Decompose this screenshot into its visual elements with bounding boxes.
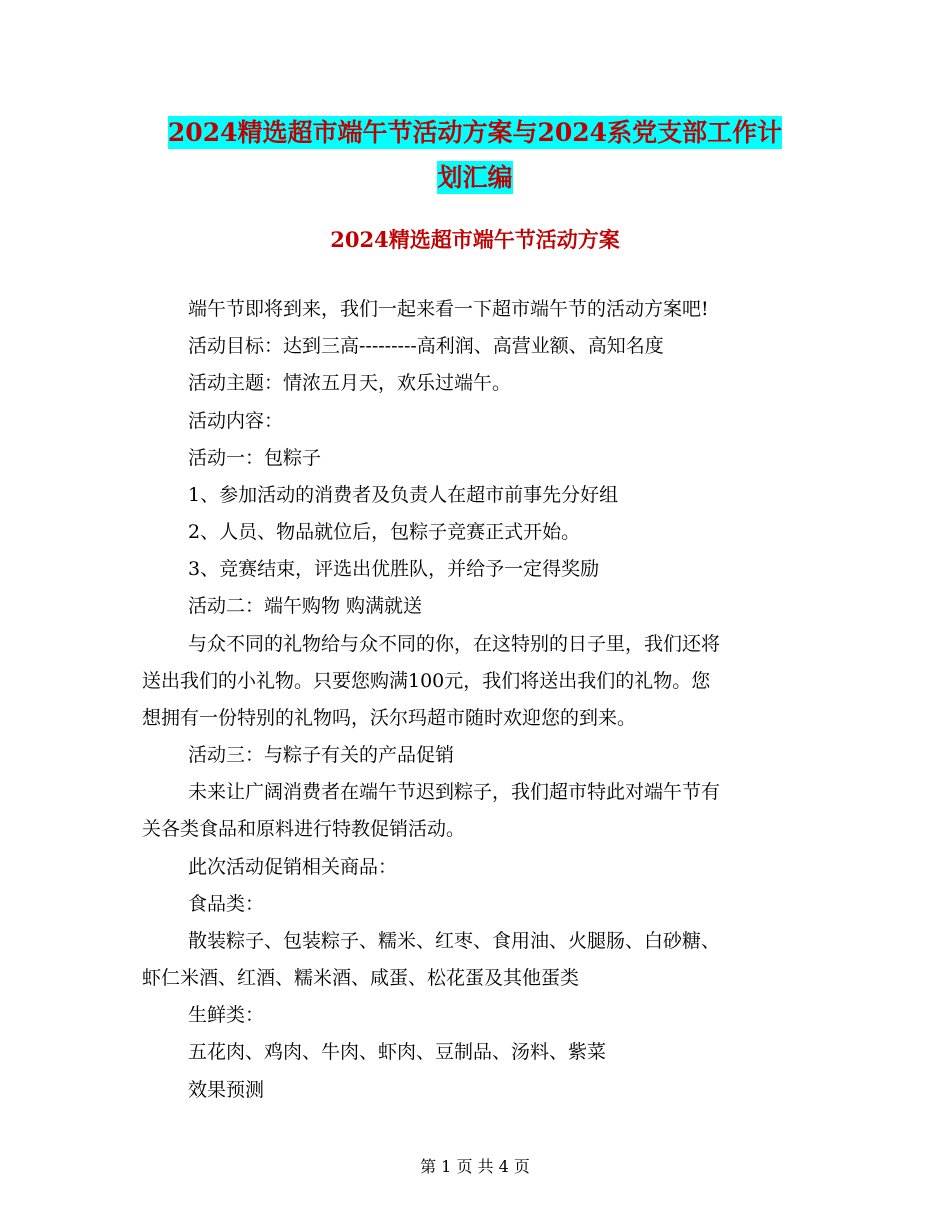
paragraph-line: 活动二：端午购物 购满就送 [188,595,423,617]
paragraph-line: 效果预测 [188,1079,265,1101]
paragraph-line: 2、人员、物品就位后，包粽子竞赛正式开始。 [188,521,581,543]
page-footer: 第 1 页 共 4 页 [420,1157,530,1176]
paragraph-line: 活动内容： [188,410,284,432]
section-title: 2024精选超市端午节活动方案 [330,227,620,252]
paragraph-line: 食品类： [188,893,265,915]
paragraph-line: 想拥有一份特别的礼物吗，沃尔玛超市随时欢迎您的到来。 [142,707,637,729]
paragraph-line: 未来让广阔消费者在端午节迟到粽子，我们超市特此对端午节有 [188,781,721,803]
paragraph-line: 关各类食品和原料进行特教促销活动。 [142,818,466,840]
document-title-text-1: 2024精选超市端午节活动方案与2024系党支部工作计 [167,118,783,147]
paragraph-line: 生鲜类： [188,1004,265,1026]
paragraph-line: 送出我们的小礼物。只要您购满100元，我们将送出我们的礼物。您 [142,670,711,692]
document-title-line-1 [0,113,950,149]
paragraph-line: 活动三：与粽子有关的产品促销 [188,744,455,766]
document-title-text-2: 划汇编 [437,163,513,192]
paragraph-line: 散装粽子、包装粽子、糯米、红枣、食用油、火腿肠、白砂糖、 [188,930,721,952]
paragraph-line: 活动主题：情浓五月天，欢乐过端午。 [188,372,512,394]
paragraph-line: 与众不同的礼物给与众不同的你，在这特别的日子里，我们还将 [188,633,721,655]
paragraph-line: 活动目标：达到三高---------高利润、高营业额、高知名度 [188,335,664,357]
paragraph-line: 虾仁米酒、红酒、糯米酒、咸蛋、松花蛋及其他蛋类 [142,967,580,989]
paragraph-line: 端午节即将到来，我们一起来看一下超市端午节的活动方案吧! [188,298,709,320]
paragraph-line: 此次活动促销相关商品： [188,856,398,878]
paragraph-line: 1、参加活动的消费者及负责人在超市前事先分好组 [188,484,619,506]
paragraph-line: 活动一：包粽子 [188,447,322,469]
document-title-line-2 [0,158,950,194]
paragraph-line: 五花肉、鸡肉、牛肉、虾肉、豆制品、汤料、紫菜 [188,1041,607,1063]
paragraph-line: 3、竞赛结束，评选出优胜队，并给予一定得奖励 [188,558,600,580]
